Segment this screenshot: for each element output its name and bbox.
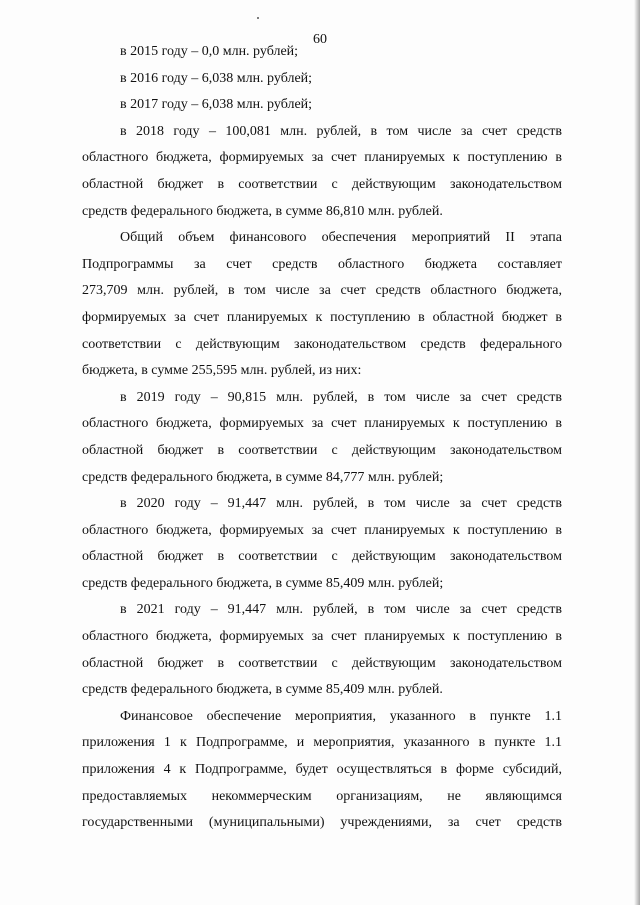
scan-edge-shadow [634, 0, 640, 905]
paragraph-line: областной бюджет в соответствии с действующим законодательством [82, 176, 562, 192]
paragraph-line: в 2021 году – 91,447 млн. рублей, в том числе за счет средств [120, 602, 562, 618]
paragraph-line: Финансовое обеспечение мероприятия, указанного в пункте 1.1 [120, 708, 562, 724]
paragraph-line: областного бюджета, формируемых за счет планируемых к поступлению в [82, 522, 562, 538]
document-body [82, 39, 562, 837]
paragraph-line: Общий объем финансового обеспечения мероприятий II этапа [120, 230, 562, 246]
page-number: 60 [313, 32, 327, 47]
paragraph-2021 [82, 597, 562, 703]
paragraph-line: средств федерального бюджета, в сумме 84,777 млн. рублей; [82, 469, 444, 485]
paragraph-line: областной бюджет в соответствии с действующим законодательством [82, 442, 562, 458]
scan-speck [257, 17, 259, 19]
paragraph-line: областной бюджет в соответствии с действующим законодательством [82, 655, 562, 671]
paragraph-line: формируемых за счет планируемых к поступлению в областной бюджет в [82, 309, 562, 325]
paragraph-line: приложения 1 к Подпрограмме, и мероприятия, указанного в пункте 1.1 [82, 735, 562, 751]
line-2017: в 2017 году – 6,038 млн. рублей; [120, 97, 313, 113]
paragraph-2018 [82, 119, 562, 225]
line-2016: в 2016 году – 6,038 млн. рублей; [120, 70, 313, 86]
paragraph-line: в 2018 году – 100,081 млн. рублей, в том числе за счет средств [120, 123, 562, 139]
paragraph-2019 [82, 385, 562, 491]
paragraph-line: приложения 4 к Подпрограмме, будет осуществляться в форме субсидий, [82, 762, 562, 778]
paragraph-financing [82, 704, 562, 837]
paragraph-line: 273,709 млн. рублей, в том числе за счет средств областного бюджета, [82, 283, 562, 299]
paragraph-line: в 2019 году – 90,815 млн. рублей, в том числе за счет средств [120, 389, 562, 405]
paragraph-line: областного бюджета, формируемых за счет планируемых к поступлению в [82, 629, 562, 645]
paragraph-line: в 2020 году – 91,447 млн. рублей, в том числе за счет средств [120, 496, 562, 512]
paragraph-line: предоставляемых некоммерческим организациям, не являющимся [82, 788, 562, 804]
paragraph-line: средств федерального бюджета, в сумме 85,409 млн. рублей; [82, 575, 444, 591]
paragraph-line: средств федерального бюджета, в сумме 85,409 млн. рублей. [82, 682, 443, 698]
paragraph-line: бюджета, в сумме 255,595 млн. рублей, из них: [82, 363, 362, 379]
paragraph-total [82, 225, 562, 385]
paragraph-line: Подпрограммы за счет средств областного бюджета составляет [82, 256, 562, 272]
line-2015: в 2015 году – 0,0 млн. рублей; [120, 44, 299, 59]
paragraph-line: областного бюджета, формируемых за счет планируемых к поступлению в [82, 416, 562, 432]
paragraph-line: областной бюджет в соответствии с действующим законодательством [82, 549, 562, 565]
paragraph-2020 [82, 491, 562, 597]
paragraph-line: областного бюджета, формируемых за счет планируемых к поступлению в [82, 150, 562, 166]
paragraph-line: государственными (муниципальными) учреждениями, за счет средств [82, 815, 562, 831]
paragraph-line: средств федерального бюджета, в сумме 86,810 млн. рублей. [82, 203, 443, 219]
paragraph-line: соответствии с действующим законодательством средств федерального [82, 336, 562, 352]
